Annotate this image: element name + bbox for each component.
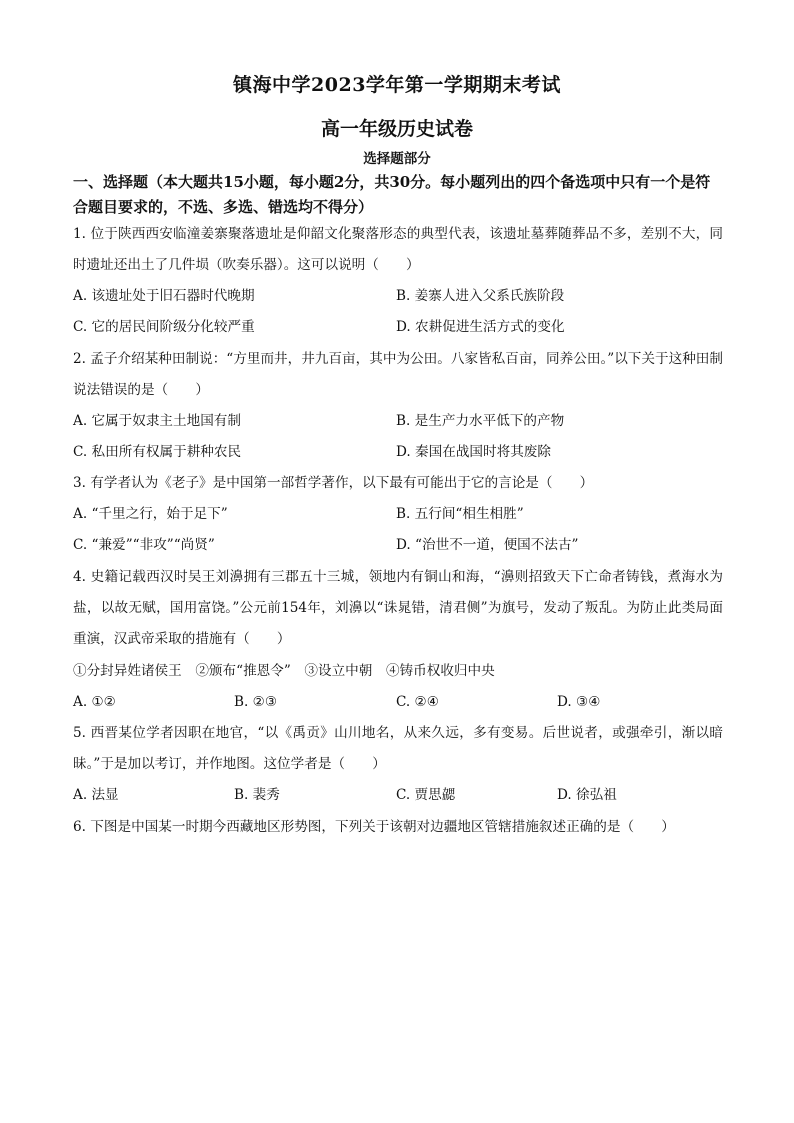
option-b: B. ②③ [234, 694, 278, 710]
question-stem: 4. 史籍记载西汉时吴王刘濞拥有三郡五十三城，领地内有铜山和海，“濞则招致天下亡命者铸钱，煮海水为盐，以故无赋，国用富饶。”公元前154年，刘濞以“诛晁错，清君侧”为旗号，发动了叛乱。为防止此类局面重演，汉武帝采取的措施有（ ） [73, 569, 723, 647]
option-b: B. 五行间“相生相胜” [396, 506, 524, 522]
option-d: D. ③④ [557, 694, 601, 710]
option-d: D. “治世不一道，便国不法古” [396, 537, 579, 553]
option-c: C. 贾思勰 [396, 787, 456, 803]
options-row [73, 530, 723, 561]
question-4 [73, 562, 723, 655]
option-a: A. 该遗址处于旧石器时代晚期 [73, 288, 255, 304]
options-row [73, 437, 723, 468]
options-row [73, 281, 723, 312]
option-a: A. 它属于奴隶主土地国有制 [73, 413, 241, 429]
option-d: D. 秦国在战国时将其废除 [396, 444, 551, 460]
option-a: A. 法显 [73, 787, 119, 803]
part-heading: 选择题部分 [363, 151, 431, 167]
options-row [73, 687, 723, 718]
section-heading: 一、选择题（本大题共15小题，每小题2分，共30分。每小题列出的四个备选项中只有一个是符合题目要求的，不选、多选、错选均不得分） [73, 173, 711, 216]
question-3 [73, 468, 723, 499]
option-d: D. 徐弘祖 [557, 787, 617, 803]
option-b: B. 姜寨人进入父系氏族阶段 [396, 288, 565, 304]
options-row [73, 406, 723, 437]
question-5 [73, 718, 723, 780]
option-b: B. 裴秀 [234, 787, 280, 803]
question-stem: 3. 有学者认为《老子》是中国第一部哲学著作，以下最有可能出于它的言论是（ ） [73, 475, 594, 491]
option-c: C. “兼爱”“非攻”“尚贤” [73, 537, 215, 553]
option-c: C. 它的居民间阶级分化较严重 [73, 319, 255, 335]
question-1 [73, 219, 723, 281]
option-b: B. 是生产力水平低下的产物 [396, 413, 565, 429]
option-a: A. “千里之行，始于足下” [73, 506, 228, 522]
question-stem: 1. 位于陕西西安临潼姜寨聚落遗址是仰韶文化聚落形态的典型代表，该遗址墓葬随葬品不多，差别不大，同时遗址还出土了几件埙（吹奏乐器）。这可以说明（ ） [73, 226, 723, 273]
sub-items: ①分封异姓诸侯王 ②颁布“推恩令” ③设立中朝 ④铸币权收归中央 [73, 663, 495, 679]
option-c: C. 私田所有权属于耕种农民 [73, 444, 242, 460]
option-a: A. ①② [73, 694, 116, 710]
options-row [73, 312, 723, 343]
question-2 [73, 344, 723, 406]
question-6 [73, 812, 723, 843]
option-c: C. ②④ [396, 694, 439, 710]
options-row [73, 499, 723, 530]
option-d: D. 农耕促进生活方式的变化 [396, 319, 565, 335]
exam-subtitle: 高一年级历史试卷 [320, 118, 473, 140]
question-stem: 2. 孟子介绍某种田制说：“方里而井，井九百亩，其中为公田。八家皆私百亩，同养公田。”以下关于这种田制说法错误的是（ ） [73, 351, 723, 398]
options-row [73, 780, 723, 811]
exam-title: 镇海中学2023学年第一学期期末考试 [233, 74, 561, 96]
question-stem: 5. 西晋某位学者因职在地官，“以《禹贡》山川地名，从来久远，多有变易。后世说者，或强牵引，渐以暗昧。”于是加以考订，并作地图。这位学者是（ ） [73, 725, 723, 772]
question-stem: 6. 下图是中国某一时期今西藏地区形势图，下列关于该朝对边疆地区管辖措施叙述正确的是（ ） [73, 819, 675, 835]
